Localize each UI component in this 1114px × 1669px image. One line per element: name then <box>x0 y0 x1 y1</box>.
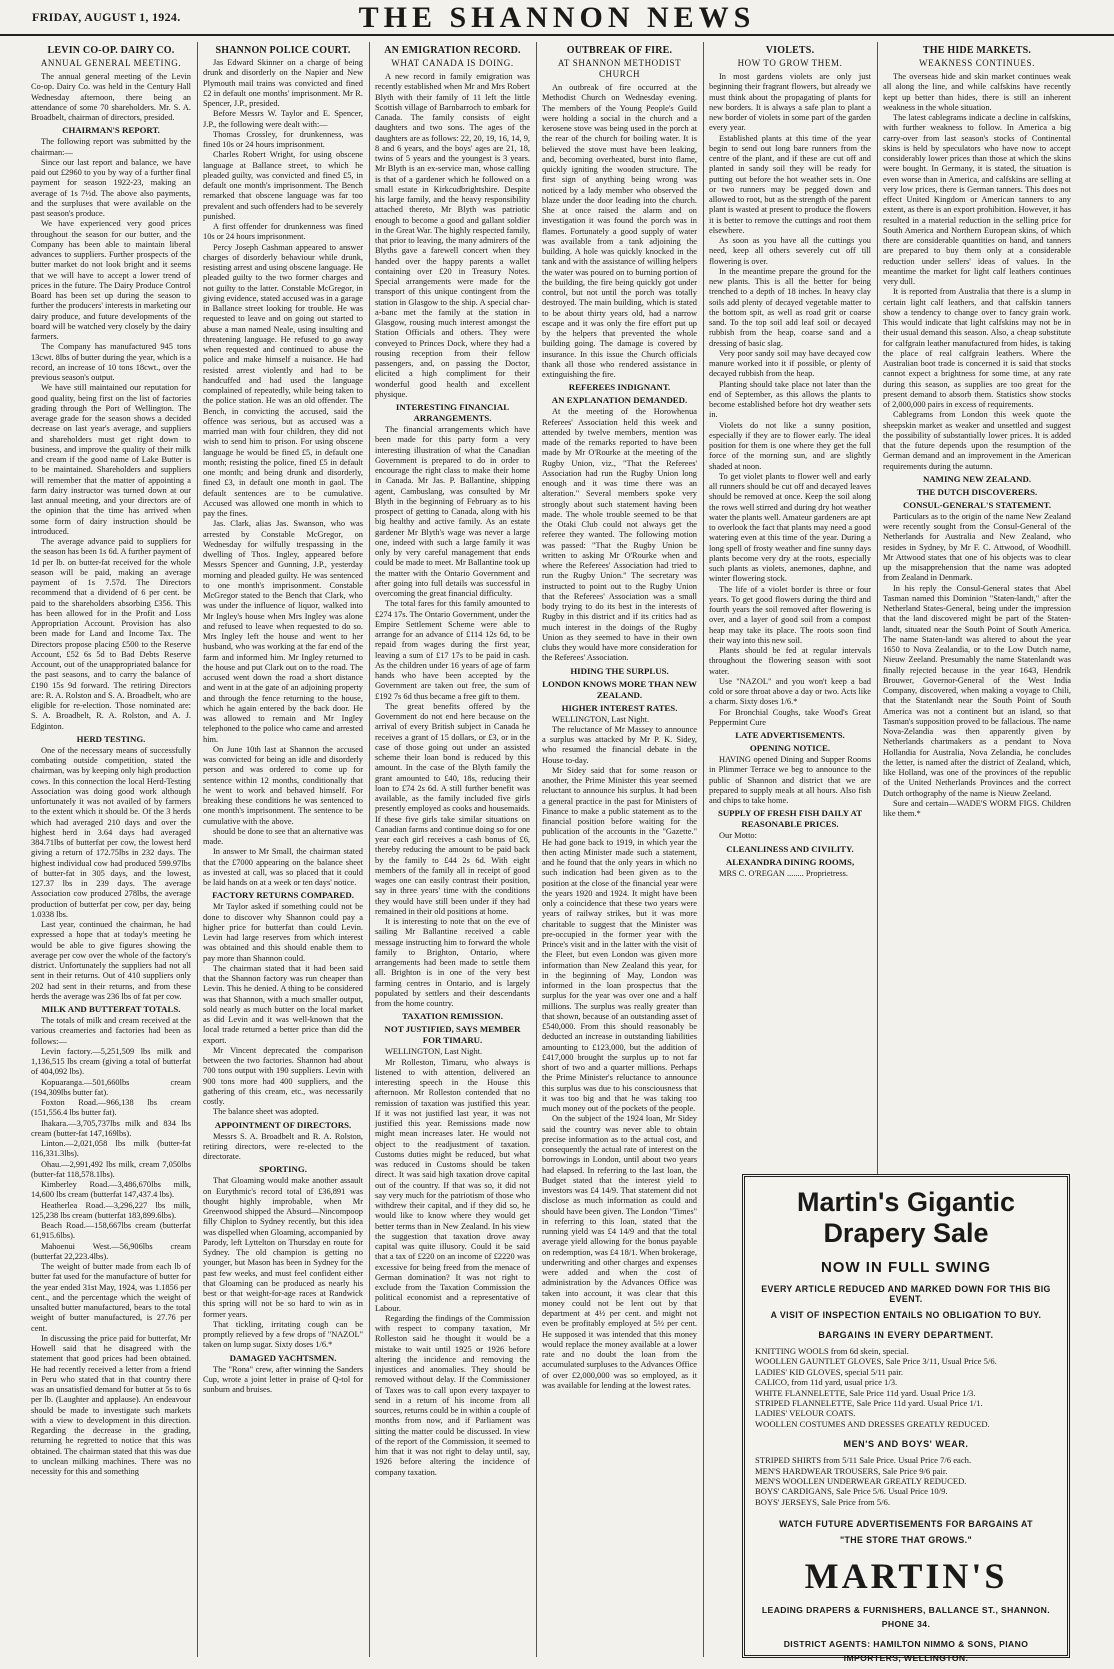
article-paragraph: In the meantime prepare the ground for the new plants. This is all the better for being trenched to a depth of 18 inches. In heavy clay soils add plenty of decayed vegetable matter to the bottom spit, as well as road grit or coarse sand. To the top soil add leaf soil or decayed rubbish from the heap, coarse sand and a dressing of basic slag. <box>709 266 871 348</box>
ad-bargain-item: LADIES' KID GLOVES, special 5/11 pair. <box>755 1366 904 1377</box>
article-paragraph: Jas. Clark, alias Jas. Swanson, who was arrested by Constable McGregor, on Wednesday for wilfully trespassing in the dwelling of Thos. Ingley, appeared before Messrs Spencer and Gunning, J.P., yesterday morning and pleaded guilty. He was sentenced to one month's imprisonment. Constable McGregor stated to the Bench that Clark, who was under the influence of liquor, walked into Mr Ingley's house when Mrs Ingley was alone and refused to leave when requested to do so. Mrs Ingley left the house and went to her husband, who was working at the far end of the farm and informed him. Mr Ingley returned to the house and put Clark out on to the road. The accused went down the road a short distance and went in at the gate of an adjoining property and through the fence returning to the house, which he again entered by the back door. He was allowed to remain and Mr Ingley telephoned to the police who came and arrested him. <box>203 519 363 744</box>
article-paragraph: WELLINGTON, Last Night. <box>385 1047 483 1057</box>
article-paragraph: Foxton Road.—966,138 lbs cream (151,556.4 lbs butter fat). <box>31 1098 191 1118</box>
article-heading: AN EMIGRATION RECORD. <box>384 45 521 56</box>
ad-district-agents: DISTRICT AGENTS: HAMILTON NIMMO & SONS, PIANO IMPORTERS, WELLINGTON. <box>783 1639 1029 1664</box>
section-heading: HIGHER INTEREST RATES. <box>561 702 678 713</box>
article-paragraph: A first offender for drunkenness was fined 10s or 24 hours imprisonment. <box>203 222 363 242</box>
article-paragraph: Charles Robert Wright, for using obscene language at Ballance street, to which he pleaded guilty, was convicted and fined £5, in default one month's imprisonment. The Bench remarked that obscene language was far too prevalent and such offenders had to be severely punished. <box>203 150 363 221</box>
masthead <box>0 0 1114 36</box>
article-paragraph: Ohau.—2,991,492 lbs milk, cream 7,050lbs (butter-fat 118,578.1lbs). <box>31 1159 191 1179</box>
section-heading: THE DUTCH DISCOVERERS. <box>916 486 1038 497</box>
ad-watch-line: WATCH FUTURE ADVERTISEMENTS FOR BARGAINS AT <box>779 1519 1033 1530</box>
section-heading: SPORTING. <box>259 1164 307 1175</box>
article-paragraph: Heatherlea Road.—3,296,227 lbs milk, 125,238 lbs cream (butterfat 183,899.6lbs). <box>31 1200 191 1220</box>
ad-bargain-item: WHITE FLANNELETTE, Sale Price 11d yard. Usual Price 1/3. <box>755 1387 976 1398</box>
article-paragraph: The weight of butter made from each lb of butter fat used for the manufacture of butter for the year ended 31st May, 1924, was 1.1856 per cent., and the percentage which the weight of unsalted butter manufactured, bears to the total weight of butter manufactured, is 27.76 per cent. <box>31 1262 191 1333</box>
ad-bargain-item: WOOLLEN COSTUMES AND DRESSES GREATLY REDUCED. <box>755 1418 990 1429</box>
article-paragraph: Thomas Crossley, for drunkenness, was fined 10s or 24 hours imprisonment. <box>203 129 363 149</box>
column-rule <box>703 42 704 1657</box>
ad-mens-item: MEN'S WOOLLEN UNDERWEAR GREATLY REDUCED. <box>755 1476 967 1487</box>
article-paragraph: Last year, continued the chairman, he had expressed a hope that at today's meeting he would be able to give figures showing the average per cow over the whole of the factory's district. Unfortunately the suppliers had not all sent in their returns. Out of 410 suppliers only 202 had sent in their returns, and from these herds the average was 236 lbs of fat per cow. <box>31 920 191 1001</box>
article-body <box>203 58 363 1395</box>
issue-date: FRIDAY, AUGUST 1, 1924. <box>32 10 181 24</box>
article-paragraph: On June 10th last at Shannon the accused was convicted for being an idle and disorderly person and was ordered to come up for sentence within 12 months, conditionally that he went to work and behaved himself. For breaking these conditions he was sentenced to one month's imprisonment. The sentence to be cumulative with the above. <box>203 744 363 826</box>
section-heading: INTERESTING FINANCIAL ARRANGEMENTS. <box>395 402 510 423</box>
article-heading: VIOLETS. <box>765 45 815 56</box>
article-paragraph: Use "NAZOL" and you won't keep a bad cold or sore throat above a day or two. Acts like a charm. Sixty doses 1/6.* <box>709 676 871 707</box>
article-paragraph: As soon as you have all the cuttings you need, keep all others severely cut off till flowering is over. <box>709 236 871 266</box>
article-paragraph: HAVING opened Dining and Supper Rooms in Plimmer Terrace we beg to announce to the public of Shannon and district that we are prepared to supply meals at all hours. Also fish and chips to take home. <box>709 755 871 805</box>
article-heading: SHANNON POLICE COURT. <box>215 45 351 56</box>
article-paragraph: Linton.—2,021,058 lbs milk (butter-fat 116,331.3lbs). <box>31 1139 191 1159</box>
article-paragraph: Kimberley Road.—3,486,670lbs milk, 14,600 lbs cream (butterfat 147,437.4 lbs). <box>31 1180 191 1200</box>
section-heading: FACTORY RETURNS COMPARED. <box>212 890 354 901</box>
section-heading: TAXATION REMISSION. <box>402 1011 503 1022</box>
article-paragraph: The annual general meeting of the Levin Co-op. Dairy Co. was held in the Century Hall Wednesday afternoon, there being an attendance of some 70 shareholders. Mr. S. A. Broadbelt, chairman of directors, presided. <box>31 72 191 122</box>
article-paragraph: Messrs S. A. Broadbelt and R. A. Rolston, retiring directors, were re-elected to the directorate. <box>203 1131 363 1161</box>
article-paragraph: Cablegrams from London this week quote the sheepskin market as weaker and unsettled and suggest the possibility of substantially lower prices. It is added that the future depends upon the resumption of the German demand and an improvement in the American requirements during the autumn. <box>883 410 1071 471</box>
article-subheading: WHAT CANADA IS DOING. <box>391 58 514 68</box>
article-paragraph: Mr Sidey said that for some reason or another, the Prime Minister this year seemed reluctant to announce his surplus. It had been a general practice in the past for Ministers of Finance to make a public statement as to the financial position before waiting for the publication of the accounts in the "Gazette." He had gone back to 1919, in which year the then acting Minister made such a statement, and he found that the only years in which no such indication had been given as to the position at the close of the financial year were the years 1920 and 1924. It might have been only a coincidence that these two years were years of railway strikes, but it was more charitable to suggest that the Minister was pre-occupied in the former year with the Prince's visit and in the latter with the visit of the Fleet, but even London was given more information than New Zealand this year, for in the beginning of May, London was informed in the loan prospectus that the surplus for the year was over one and a half millions. The surplus was really greater than that shown, because of an outstanding asset of £540,000. From this should reasonably be deducted an increase in outstanding liabilities amounting to £123,000, but the addition of £417,000 brought the surplus up to not far short of two and a quarter millions. Perhaps the Prime Minister's reluctance to announce this surplus was due to his consciousness that it was too big and that he was taking too much money out of the pockets of the people. <box>542 765 697 1113</box>
section-heading: CONSUL-GENERAL'S STATEMENT. <box>902 499 1052 510</box>
ad-bargain-item: LADIES' VELOUR COATS. <box>755 1408 856 1419</box>
section-heading: LONDON KNOWS MORE THAN NEW ZEALAND. <box>542 678 697 700</box>
column-rule <box>536 42 537 1657</box>
article-paragraph: It is interesting to note that on the eve of sailing Mr Ballantine received a cable message instructing him to forward the whole family to Brighton, Ontario, where arrangements had been made to settle them all. Brighton is in one of the very best farming centres in Ontario, and is largely populated by settlers and their descendants from the home country. <box>375 917 530 1008</box>
article-paragraph: The total fares for this family amounted to £274 17s. The Ontario Government, under the Empire Settlement Scheme were able to arrange for an advance of £114 12s 6d, to be repaid from wages during the first year, leaving a sum of £17 17s to be paid in cash. As the children under 16 years of age of farm hands who have been accepted by the Government are taken out free, the sum of £192 7s 6d thus became a free gift to them. <box>375 599 530 701</box>
section-heading: OPENING NOTICE. <box>749 743 831 753</box>
article-paragraph: WELLINGTON, Last Night. <box>552 714 650 724</box>
section-heading: REFEREES INDIGNANT. <box>568 382 671 393</box>
article-paragraph: Before Messrs W. Taylor and E. Spencer, J.P., the following were dealt with:— <box>203 109 363 129</box>
section-heading: CHAIRMAN'S REPORT. <box>62 125 160 136</box>
article-paragraph: The "Rona" crew, after winning the Sanders Cup, wrote a joint letter in praise of Q-tol for sunburn and bruises. <box>203 1364 363 1394</box>
ad-mens-item: STRIPED SHIRTS from 5/11 Sale Price. Usual Price 7/6 each. <box>755 1455 972 1466</box>
article-paragraph: A new record in family emigration was recently established when Mr and Mrs Robert Blyth with their family of 11 left the little Scottish village of Barnbarroch to embark for Canada. The family consists of eight daughters and two sons. The ages of the daughters are as follows: 22, 20, 19, 16, 14, 9, 8 and 6 years, and the boys' ages are 21, 18, twins of 5 years and the youngest is 3 years. Mr Blyth is an ex-service man, whose calling is that of a gardener which he followed on a small estate in Kirkcudbrightshire. Despite his large family, and the heavy responsibility attached thereto, Mr Blyth was patriotic enough to become a good and gallant soldier in the Great War. The highly respected family, that prior to leaving, the many admirers of the Blyths gave a farewell concert when they handed over the happy parents a wallet containing over £20 in Treasury Notes. Special arrangements were made for the transport of this unique contingent from the station in Glasgow to the ship. A special char-a-banc met the family at the station in Glasgow, rousing much interest amongst the Station Officials and others. They were conveyed to Princes Dock, where they had a rousing reception from their fellow passengers, and, on passing the Doctor, elicited a high compliment for their wonderful good health and excellent physique. <box>375 72 530 399</box>
column-hide-markets <box>883 42 1071 1159</box>
section-heading: SUPPLY OF FRESH FISH DAILY AT REASONABLE PRICES. <box>717 808 863 830</box>
section-heading: NAMING NEW ZEALAND. <box>922 473 1032 484</box>
article-body <box>31 72 191 1477</box>
article-heading: THE HIDE MARKETS. <box>922 45 1032 56</box>
article-paragraph: Our Motto: <box>719 831 757 841</box>
ad-title: Martin's Gigantic Drapery Sale <box>797 1187 1015 1248</box>
article-paragraph: On the subject of the 1924 loan, Mr Sidey said the country was never able to obtain precise information as to the actual cost, and consequently the actual rate of interest on the borrowings in London, until about two years had elapsed. In referring to the last loan, the Budget stated that the interest yield to investors was £4 14/9. That statement did not disclose as much information as could and should have been given. The London "Times" in referring to this loan, stated that the running yield was £4 14/9 and that the total average yield allowing for the bonus payable on redemption, was £4 18/1. When brokerage, underwriting and other charges and expenses were added and when the cost of administration by the Advances Office was taken into account, it was clear that this money could not be lent out by that department at 4½ per cent. and might not even be profitably employed at 5½ per cent. He supposed it was intended that this money would replace the money available at a lower rate and no doubt the loan from the accumulated surpluses to the Advances Office of over £2,000,000 was so employed, as it was available for lending at the lowest rates. <box>542 1114 697 1390</box>
ad-mens-heading: MEN'S AND BOYS' WEAR. <box>843 1439 969 1450</box>
article-paragraph: Mr Vincent deprecated the comparison between the two factories. Shannon had about 700 tons output with 190 suppliers. Levin with 900 tons more had 400 suppliers, and the gathering of this cream, etc., was necessarily costly. <box>203 1045 363 1106</box>
section-heading: MILK AND BUTTERFAT TOTALS. <box>41 1004 181 1014</box>
column-dairy-co <box>31 42 191 1659</box>
section-heading: HIDING THE SURPLUS. <box>570 665 669 676</box>
article-paragraph: Sure and certain—WADE'S WORM FIGS. Children like them.* <box>883 798 1071 818</box>
article-paragraph: Mr Rolleston, Timaru, who always is listened to with attention, delivered an interesting speech in the House this afternoon. Mr Rolleston contended that no remission of taxation was justified this year. If it was not justified last year, it was not justified this year. Remissions made now might mean increases later. He would not object to the readjustment of taxation. Customs duties might be reduced, but what was reduced in Customs should be taken direct. It was said high taxation drove capital out of the country. If that was so, it did not say very much for the patriotism of those who withdrew their capital, and if they did so, he would like to know where they would get better terms than in New Zealand. In his view the suggestion that taxation drove away capital was quite illusory. Could it be said that a tax of £220 on an income of £2220 was excessive for being freed from the menace of German domination? It was not right to exclude from the Taxation Commission the political economist and a representative of Labour. <box>375 1057 530 1313</box>
article-paragraph: The financial arrangements which have been made for this party form a very interesting illustration of what the Canadian Government is prepared to do in order to encourage the right class to make their home in Canada. Mr Jas. P. Ballantine, shipping agent, Cambuslang, was consulted by Mr Blyth in the beginning of February as to his prospect of getting to Canada, along with his big healthy and active family. As an estate gardener Mr Blyth's wage was never a large one, indeed with such a large family it was only by very careful management that ends could be made to meet. Mr Ballantine took up the matter with the Ontario Government and after going into full details was successful in overcoming the great financial difficulty. <box>375 425 530 598</box>
article-paragraph: Beach Road.—158,667lbs cream (butterfat 61,915.6lbs). <box>31 1221 191 1241</box>
column-rule <box>369 42 370 1657</box>
article-paragraph: An outbreak of fire occurred at the Methodist Church on Wednesday evening. The members of the Young People's Guild were holding a social in the church and a kerosene stove was being used in the porch at the rear of the church for boiling water. It is believed the stove must have been leaking, and, becoming overheated, burst into flame, quickly igniting the wooden structure. The first sign of anything being wrong was noticed by a lady member who observed the blaze under the door leading into the church. She at once raised the alarm and on investigation it was found the porch was in flames. Fortunately a good supply of water was available from a tank adjoining the building. A hole was quickly knocked in the tank and with the assistance of willing helpers the water was poured on to burning portion of the building, the fire being quickly got under control, but not until the porch was totally destroyed. The main building, which is stated to be about thirty years old, had a narrow escape and it was only the fire effort put up by the helpers that prevented the whole building going. The damage is covered by insurance. In this issue the Church officials thank all those who rendered assistance in extinguishing the fire. <box>542 83 697 379</box>
article-paragraph: Mahoenui West.—56,906lbs cream (butterfat 22,223.4lbs). <box>31 1241 191 1261</box>
column-rule <box>197 42 198 1657</box>
article-paragraph: The following report was submitted by the chairman:— <box>31 137 191 157</box>
section-heading: APPOINTMENT OF DIRECTORS. <box>214 1119 352 1130</box>
article-paragraph: Levin factory.—5,251,509 lbs milk and 1,136,515 lbs cream (giving a total of butterfat of 404,092 lbs). <box>31 1046 191 1077</box>
section-heading: AN EXPLANATION DEMANDED. <box>551 395 688 406</box>
article-paragraph: Plants should be fed at regular intervals throughout the flowering season with soot water. <box>709 646 871 676</box>
article-paragraph: The latest cablegrams indicate a decline in calfskins, with further weakness to follow. In America a big carry-over from last season's stocks of Continental skins is held by speculators who have now to accept considerably lower prices than those at which the skins were bought. In Germany, it is stated, the situation is even worse than in America, and calfskins are selling at very low prices, there is German tanners. This does not effect United Kingdom or American tanners to any extent, as there is an export prohibition. However, it has resulted in a material reduction in the selling price for South America and Northern European skins, of which there are considerable quantities on hand, and tanners are prepared to buy them only at a considerable reduction under sellers' ideas of values. In the meantime the market for light calf leathers continues very dull. <box>883 113 1071 286</box>
article-paragraph: Planting should take place not later than the end of September, as this allows the plants to become established before hot dry weather sets in. <box>709 379 871 420</box>
ad-bargain-item: STRIPED FLANNELETTE, Sale Price 11d yard. Usual Price 1/1. <box>755 1398 983 1409</box>
article-paragraph: The life of a violet border is three or four years. To get good flowers during the third and fourth years the soil removed after flowering is over, and a layer of good soil from a compost heap may take its place. The roots soon find their way into this new soil. <box>709 584 871 645</box>
section-heading: CLEANLINESS AND CIVILITY. <box>726 843 854 854</box>
article-paragraph: For Bronchial Coughs, take Wood's Great Peppermint Cure <box>709 707 871 727</box>
article-paragraph: In answer to Mr Small, the chairman stated that the £7000 appearing on the balance sheet as invested at call, was so placed that it could be laid hands on at a week or ten days' notice. <box>203 847 363 887</box>
article-paragraph: That Gloaming would make another assault on Eurythmic's record total of £36,891 was thought highly improbable, when Mr Greenwood shipped the Absurd—Nincompoop filly Chiplon to Sydney recently, but this idea was dispelled when Gloaming, accompanied by Parody, left Lyttelton on Thursday en route for Sydney. The old champion is getting no younger, but Mason has been in Sydney for the past few weeks, and must feel confident either that Gloaming can be produced as nearly his best or that weight-for-age races at Randwick this spring will not be so hard to win as in former years. <box>203 1176 363 1319</box>
article-paragraph: We have experienced very good prices throughout the season for our butter, and the Company has been able to maintain liberal advances to suppliers. Further prospects of the butter market do not look bright and it seems that we will have to accept a lower trend of prices in the future. The Dairy Produce Control Board has been set up during the season to further the producers' interests in marketing our dairy produce, and future developments of the board will be watched very closely by the dairy farmers. <box>31 219 191 341</box>
article-paragraph: We have still maintained our reputation for good quality, being first on the list of factories grading through the Port of Wellington. The average grade for the season shows a decided decrease on last year's average, and suppliers and shareholders must get right down to business, and improve the quality of their milk and cream if the good name of Lake Butter is to be maintained. Shareholders and suppliers will remember that the matter of appointing a farm dairy instructor was turned down at our last annual meeting, and your directors are of the opinion that the time has arrived when some form of dairy instruction should be introduced. <box>31 383 191 536</box>
article-paragraph: Violets do not like a sunny position, especially if they are to flower early. The ideal position for them is one where they get the full force of the morning sun, and are slightly shaded at noon. <box>709 420 871 471</box>
article-paragraph: Jas Edward Skinner on a charge of being drunk and disorderly on the Napier and New Plymouth mail trains was convicted and fined £2 in default one months' imprisonment. Mr R. Spencer, J.P., presided. <box>203 58 363 108</box>
article-body <box>542 83 697 1391</box>
ad-mens-item: BOYS' CARDIGANS, Sale Price 5/6. Usual Price 10/9. <box>755 1486 948 1497</box>
article-paragraph: To get violet plants to flower well and early all runners should be cut off and decayed leaves should be removed at once. Keep the soil along the rows well stirred and during dry hot weather water the plants well. Amateur gardeners are apt to overlook the fact that plants may need a good watering even at this time of the year. During a long spell of frosty weather and fine sunny days plants become very dry at the roots, especially such plants as violets, anemones, daphne, and winter flowering stock. <box>709 471 871 584</box>
article-paragraph: The balance sheet was adopted. <box>213 1107 319 1117</box>
column-violets <box>709 42 871 1159</box>
article-paragraph: One of the necessary means of successfully combating outside competition, stated the chairman, was by keeping only high production cows. In this connection the local Herd-Testing Association was doing good work although unfortunately it was not availed of by farmers to the extent which it should be. Of the 3 herds which had averaged 210 days and over the highest herd in 3.64 days had averaged 384.71lbs of butterfat per cow, the lowest herd giving a return of 172.75lbs in 232 days. The highest individual cow had produced 599.97lbs of butter-fat in 305 days, and the lowest, 127.37 lbs in 239 days. The average Association cow produced 278lbs, the average production of butterfat per cow, per day, being 1.0338 lbs. <box>31 745 191 919</box>
ad-bargain-list <box>755 1346 1057 1429</box>
ad-mens-item: BOYS' JERSEYS, Sale Price from 5/6. <box>755 1496 890 1507</box>
column-emigration <box>375 42 530 1659</box>
article-subheading: HOW TO GROW THEM. <box>737 58 843 68</box>
article-paragraph: Kopuaranga.—501,660lbs cream (194,309lbs butter fat). <box>31 1077 191 1097</box>
article-body <box>375 72 530 1478</box>
article-paragraph: The great benefits offered by the Government do not end here because on the arrival of every British subject in Canada he receives a grant of 15 dollars, or £3, or in the case of those going out under an assisted scheme their loan bond is reduced by this amount. In the case of the Blyth family the grant amounted to £40, 18s, reducing their loan to £74 2s 6d. A still further benefit was available, as the family included five girls presently employed as cooks and housemaids. If these five girls take similar situations on Canadian farms and continue doing so for one year each girl receives a cash bonus of £6, thereby reducing the amount to be paid back by the family to £44 2s 6d. With eight members of the family all in receipt of good wages one can easily contrast their position, say in three years' time with the conditions they would have still been under if they had remained in their old positions at home. <box>375 701 530 916</box>
ad-phone: PHONE 34. <box>881 1619 931 1630</box>
ad-store-slogan: "THE STORE THAT GROWS." <box>839 1535 973 1546</box>
ad-bargain-item: CALICO, from 11d yard, usual price 1/3. <box>755 1377 898 1388</box>
section-heading: HERD TESTING. <box>76 733 146 744</box>
ad-visit-line: A VISIT OF INSPECTION ENTAILS NO OBLIGATION TO BUY. <box>770 1310 1042 1320</box>
article-paragraph: Established plants at this time of the year begin to send out long bare runners from the centre of the plant, and if these are cut off and planted in sandy soil they will be ready for putting out before the hot weather sets in. One or two runners may be pegged down and allowed to root, but as the strength of the parent plant is wasted at present to produce the flowers it is better to remove the cuttings and root them elsewhere. <box>709 133 871 235</box>
article-paragraph: The totals of milk and cream received at the various creameries and factories had been as follows:— <box>31 1016 191 1046</box>
article-body <box>709 72 871 879</box>
article-paragraph: Regarding the findings of the Commission with respect to company taxation, Mr Rolleston said he thought it would be a mistake to wait until 1925 or 1926 before altering the incidence and removing the injustices and anomalies. They should be removed without delay. If the Commissioner of Taxes was to call upon every taxpayer to send in a return of his income from all sources, returns could be in within a couple of months from now, and if Parliament was sitting the matter could be discussed. In view of the report of the Commission, it seemed to him that it was not right to delay until, say, 1926 before altering the incidence of company taxation. <box>375 1313 530 1477</box>
article-subheading: WEAKNESS CONTINUES. <box>919 58 1035 68</box>
section-heading: NOT JUSTIFIED, SAYS MEMBER FOR TIMARU. <box>384 1024 521 1046</box>
article-paragraph: Percy Joseph Cashman appeared to answer charges of disorderly behaviour while drunk, resisting arrest and using obscene language. He pleaded guilty to the two former charges and not guilty to the latter. Constable McGregor, in giving evidence, stated accused was in a garage in Ballance street looking for trouble. He was requested to leave and on going out started to abuse a man named Neale, using insulting and threatening language. He refused to go away when requested and continued to abuse the police and make himself a nuisance. He had resisted arrest violently and had to be handcuffed and had used the language complained of repeatedly, while being taken to the police station. He was an old offender. The Bench, in convicting the accused, said the offence was serious, but as accused was a married man with four children, they did not wish to send him to prison. For using obscene language he would be fined £5, in default one month; resisting the police, fined £5 in default one month; and being drunk and disorderly, fined £3, in default one month in gaol. The default sentences are to be cumulative. Accused was allowed one month in which to pay the fines. <box>203 242 363 518</box>
article-body <box>883 72 1071 819</box>
article-paragraph: The Company has manufactured 945 tons 13cwt. 8lbs of butter during the year, which is a record, an increase of 10 tons 18cwt., over the previous season's output. <box>31 342 191 382</box>
article-heading: LEVIN CO-OP. DAIRY CO. <box>47 45 175 56</box>
ad-bargain-item: WOOLLEN GAUNTLET GLOVES, Sale Price 3/11, Usual Price 5/6. <box>755 1356 997 1367</box>
article-paragraph: In his reply the Consul-General states that Abel Tasman named this Dominion "Staten-landt," after the Netherland States-General, being under the impression that the land discovered might be part of the Staten-landt, situated near the South Point of South America. The name Staten-landt was altered to about the year 1650 to Nova Zealandia, or to the Low Dutch name, Nieuw Zeeland. Presumably the name Statenlandt was finally rejected because in the year 1643, Hendrik Brouwer, Governor-General of the West India Company, discovered, when making a voyage to Chili, that the Statenlandt near the South Point of South America was not a continent but an island, so that Tasman's supposition proved to be fallacious. The name Nova-Zelandia was then apparently given by Netherlands chartmakers as a pendant to Nova Hollandia for Australia, Nova Zelandia, he concludes the letter, is named after the district of Zealand, which, like Holland, was one of the provinces of the republic of the United Netherlands Provinces and the correct Dutch orthography of the name is Nieuw Zeeland. <box>883 583 1071 798</box>
article-subheading: ANNUAL GENERAL MEETING. <box>40 58 182 68</box>
column-fire <box>542 42 697 1659</box>
ad-address: LEADING DRAPERS & FURNISHERS, BALLANCE ST., SHANNON. <box>761 1605 1051 1616</box>
ad-mens-list <box>755 1455 1057 1507</box>
ad-now-in-full-swing: NOW IN FULL SWING <box>820 1259 992 1276</box>
newspaper-title: THE SHANNON NEWS <box>358 1 756 34</box>
ad-reduced-line: EVERY ARTICLE REDUCED AND MARKED DOWN FOR THIS BIG EVENT. <box>761 1284 1051 1304</box>
article-paragraph: The average advance paid to suppliers for the season has been 1s 6d. A further payment of 1d per lb. on butter-fat received for the whole season will be paid, making an average payment of 1s 7.57d. The Directors recommend that a dividend of 6 per cent. be paid to the shareholders absorbing £356. This has been allowed for in the Profit and Loss Appropriation Account. Provision has also been made for Land and Income Tax. The Directors propose placing £500 to the Reserve Account, £52 6s 5d to Bad Debts Reserve Account, out of the unappropriated balance for the past seasons, and to carry the balance of £190 15s 9d forward. The retiring Directors are: R. A. Rolston and S. A. Broadbelt, who are eligible for re-election. Those nominated are: S. A. Broadbelt, R. A. Rolston, and A. J. Edginton. <box>31 537 191 731</box>
article-heading: OUTBREAK OF FIRE. <box>566 45 673 56</box>
article-paragraph: Ihakara.—3,705,737lbs milk and 834 lbs cream (butter-fat 147,169lbs). <box>31 1118 191 1138</box>
article-paragraph: In discussing the price paid for butterfat, Mr Howell said that he disagreed with the statement that good prices had been obtained. He had recently received a letter from a friend in Peru who stated that in that country there was an unsatisfied demand for butter at 5s to 6s per lb. (Laughter and applause). An endeavour should be made to investigate such markets with a view to development in this direction. Regarding the decrease in the grading, returning he regretted to notice that this was obtained. The chairman stated that this was due to unclean milking machines. There was no necessity for this and something <box>31 1333 191 1476</box>
article-paragraph: It is reported from Australia that there is a slump in certain light calf leathers, and that calfskin tanners show a tendency to change over to fancy grain work. This would indicate that light calfskins may not be in their usual demand this season. Also, a cheap substitute for calfgrain leather manufactured from hides, is taking the place of real calfgrain leathers. Where the Australian boot trade is concerned it is said that stocks cannot expect a brightness for some time, at any rate during this season, as supplies are too great for the present demand to absorb them. Statistics show stocks of 2,000,000 pairs in excess of requirements. <box>883 287 1071 409</box>
article-paragraph: Since our last report and balance, we have paid out £2960 to you by way of a further final payment for season 1922-23, making an average of 1s 7½d. The above also payments, and the surpluses that were available on the past season's produce. <box>31 157 191 218</box>
article-paragraph: The reluctance of Mr Massey to announce a surplus was attacked by Mr P. K. Sidey, who resumed the financial debate in the House to-day. <box>542 724 697 765</box>
article-paragraph: At the meeting of the Horowhenua Referees' Association held this week and attended by twelve members, mention was made of the remarks reported to have been made by Mr O'Rourke at the meeting of the Rugby Union, viz., "That the Referees' Association had run the Rugby Union long enough and it was time there was an alteration." Several members spoke very strongly about such statement having been made. The whole trouble seemed to be that the Otaki Club could not always get the referee they wanted. The following motion was passed: "That the Rugby Union be written to asking Mr O'Rourke when and where the Referees' Association had tried to run the Rugby Union." The secretary was instructed to point out to the Rugby Union that the Referees' Association was a small body trying to do its best in the interests of Rugby in this district and if its critics had as much interest in the doings of the Rugby Union as they seemed to have in their own clubs they would have more consideration for the Referees' Association. <box>542 407 697 663</box>
ad-bargain-item: KNITTING WOOLS from 6d skein, special. <box>755 1346 909 1356</box>
article-paragraph: MRS C. O'REGAN ........ Proprietress. <box>719 868 848 878</box>
ad-store-name: MARTIN'S <box>804 1556 1008 1597</box>
martins-advertisement <box>742 1174 1070 1664</box>
ad-bargains-heading: BARGAINS IN EVERY DEPARTMENT. <box>818 1330 994 1340</box>
article-subheading: AT SHANNON METHODIST CHURCH <box>557 58 682 79</box>
section-heading: ALEXANDRA DINING ROOMS, <box>725 856 855 867</box>
article-paragraph: Mr Taylor asked if something could not be done to discover why Shannon could pay a higher price for butterfat than could Levin. Levin had large reserves from which interest was obtained and this should enable them to pay more than Shannon could. <box>203 902 363 963</box>
article-paragraph: Very poor sandy soil may have decayed cow manure worked into it if possible, or plenty of decayed rubbish from the heap. <box>709 348 871 379</box>
section-heading: LATE ADVERTISEMENTS. <box>735 730 845 740</box>
column-police-court <box>203 42 363 1659</box>
ad-mens-item: MEN'S HARDWEAR TROUSERS, Sale Price 9/6 pair. <box>755 1465 948 1476</box>
article-paragraph: In most gardens violets are only just beginning their fragrant flowers, but already we must think about the propagating of plants for new borders. It is always a safe plan to plant a new border of violets in some part of the garden every year. <box>709 72 871 133</box>
section-heading: DAMAGED YACHTSMEN. <box>229 1352 337 1363</box>
article-paragraph: The chairman stated that it had been said that the Shannon factory was run cheaper than Levin. This he denied. A thing to be considered was that Shannon, with a much smaller output, sold nearly as much butter on the local market as did Levin and it was well-known that the local trade returned a better price than did the export. <box>203 963 363 1045</box>
article-paragraph: The overseas hide and skin market continues weak all along the line, and while calfskins have recently kept up better than hides, there is still an inherent weakness in the whole situation. <box>883 72 1071 112</box>
article-paragraph: should be done to see that an alternative was made. <box>203 826 363 846</box>
article-paragraph: That tickling, irritating cough can be promptly relieved by a few drops of "NAZOL" taken on lump sugar. Sixty doses 1/6.* <box>203 1319 363 1350</box>
article-paragraph: Particulars as to the origin of the name New Zealand were recently sought from the Consul-General of the Netherlands for Australia and New Zealand, who resides in Sydney, by Mr F. C. Attwood, of Woodhill. Mr Attwood states that one of his objects was to clear up the misapprehension that the name was adopted from Zealand in Denmark. <box>883 511 1071 583</box>
